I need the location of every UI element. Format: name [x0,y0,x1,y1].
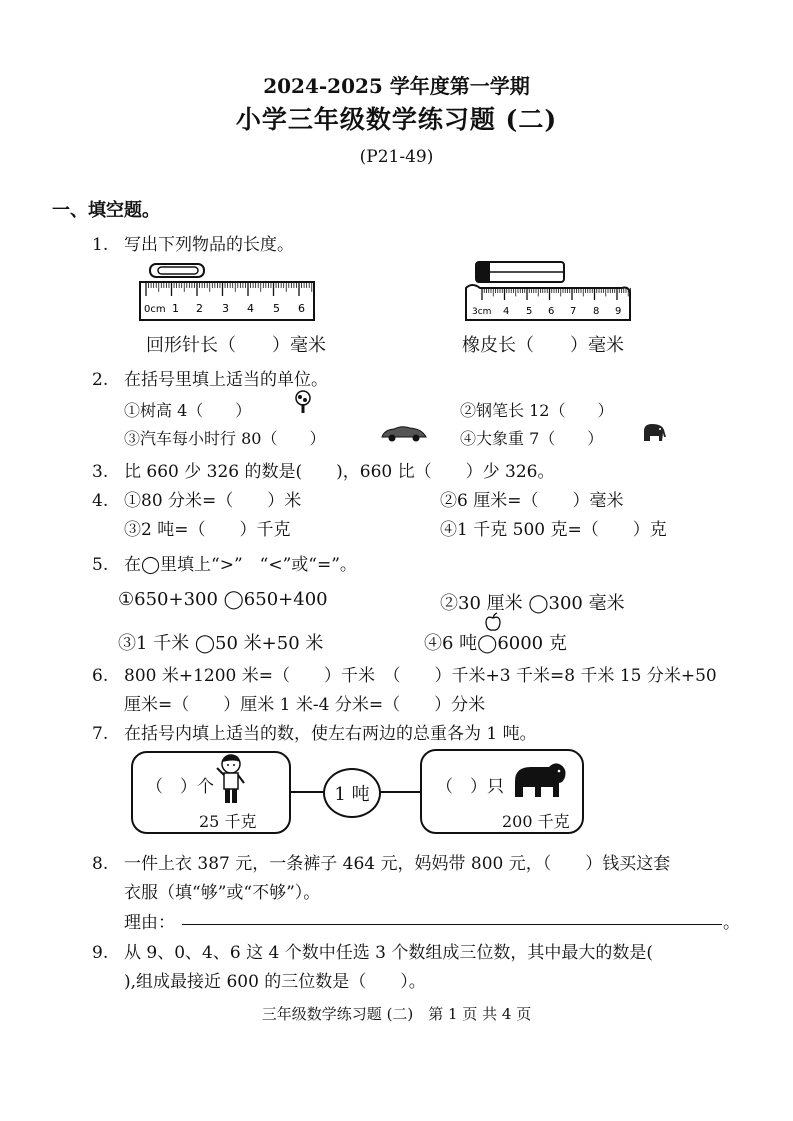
question-text-line1: 从 9、0、4、6 这 4 个数中任选 3 个数组成三位数，其中最大的数是( [124,943,653,963]
question-text-line1: 一件上衣 387 元，一条裤子 464 元，妈妈带 800 元，（ ）钱买这套 [124,854,671,874]
right-blank: （ ）只 [436,777,504,797]
paperclip-caption: 回形针长（ ）毫米 [146,335,326,356]
ruler-tick-label: 4 [503,306,510,317]
ruler-tick-label: 9 [615,306,622,317]
q2-item-b: ②钢笔长 12（ ） [460,401,614,420]
ruler-tick-label: 5 [526,306,533,317]
q4-item-a: ①80 分米=（ ）米 [124,491,302,511]
q4-item-c: ③2 吨=（ ）千克 [124,520,291,540]
question-number: 9. [92,943,109,963]
boy-icon [214,753,248,807]
left-weight-label: 25 千克 [199,812,257,831]
question-7 [92,719,537,744]
ruler-tick-label: 4 [247,302,254,315]
question-5 [92,550,357,575]
ruler-tick-label: 3cm [472,307,492,317]
q5-item-c: ③1 千米 ◯50 米+50 米 [118,633,324,654]
ruler-tick-label: 8 [593,306,600,317]
connector-line-right [379,791,421,793]
q2-item-d: ④大象重 7（ ） [460,429,604,448]
q5-item-d: ④6 吨◯6000 克 [424,633,567,654]
q2-item-a: ①树高 4（ ） [124,401,252,420]
section-title: 一、填空题。 [52,200,160,221]
question-text: 在◯里填上“>” “<”或“=”。 [124,555,357,575]
page-footer: 三年级数学练习题 (二) 第 1 页 共 4 页 [261,1005,532,1023]
paperclip-icon [150,264,204,277]
q2-item-c: ③汽车每小时行 80（ ） [124,429,326,448]
elephant-icon [640,421,668,443]
q4-item-b: ②6 厘米=（ ）毫米 [440,491,624,511]
q5-item-a: ①650+300 ◯650+400 [118,589,328,610]
eraser-icon [476,262,564,282]
page-range: (P21-49) [359,147,434,167]
question-text-line1: 800 米+1200 米=（ ）千米 （ ）千米+3 千米=8 千米 15 分米+50 [124,666,717,686]
ruler-tick-label: 0cm [144,304,166,315]
year-term-heading: 2024-2025 学年度第一学期 [263,74,530,98]
question-number: 8. [92,854,109,874]
reason-label: 理由： [124,913,175,933]
ruler-paperclip-figure [138,258,318,324]
question-text: 在括号内填上适当的数，使左右两边的总重各为 1 吨。 [124,724,537,744]
question-number: 3. [92,462,109,482]
car-icon [380,424,428,442]
question-number: 7. [92,724,109,744]
center-weight-label: 1 吨 [334,784,370,805]
question-4 [92,486,301,511]
question-6 [92,661,717,686]
question-8 [92,849,670,874]
question-number: 5. [92,555,109,575]
question-6-line2: 厘米=（ ）厘米 1 米-4 分米=（ ）分米 [124,695,486,715]
eraser-caption: 橡皮长（ ）毫米 [462,335,624,356]
ruler-tick-label: 5 [273,302,280,315]
question-8-line2: 衣服（填“够”或“不够”）。 [124,883,321,903]
q5-item-b: ②30 厘米 ◯300 毫米 [440,593,625,614]
center-weight-circle [323,768,381,818]
question-2 [92,365,328,390]
left-blank: （ ）个 [146,777,214,797]
question-number: 2. [92,370,109,390]
tree-icon [292,390,314,414]
question-text: 在括号里填上适当的单位。 [124,370,328,390]
bear-icon [509,759,569,801]
reason-end-mark: 。 [723,913,740,933]
question-text: 比 660 少 326 的数是( )，660 比（ ）少 326。 [124,462,555,482]
right-weight-label: 200 千克 [502,812,570,831]
question-9 [92,938,653,963]
question-text: 写出下列物品的长度。 [124,235,294,255]
question-number: 6. [92,666,109,686]
page-title: 小学三年级数学练习题 (二) [235,105,558,134]
ruler-tick-label: 6 [298,302,305,315]
ruler-tick-label: 6 [548,306,555,317]
question-3 [92,457,554,482]
q4-item-d: ④1 千克 500 克=（ ）克 [440,520,667,540]
question-9-line2: ),组成最接近 600 的三位数是（ ）。 [124,972,426,992]
ruler-tick-label: 2 [196,302,203,315]
ruler-tick-label: 3 [222,302,229,315]
question-1 [92,230,294,255]
connector-line-left [289,791,325,793]
reason-answer-line[interactable] [182,924,722,925]
ruler-tick-label: 7 [570,306,577,317]
question-number: 4. [92,491,109,511]
question-number: 1. [92,235,109,255]
ruler-eraser-figure [462,258,634,324]
ruler-tick-label: 1 [172,302,179,315]
